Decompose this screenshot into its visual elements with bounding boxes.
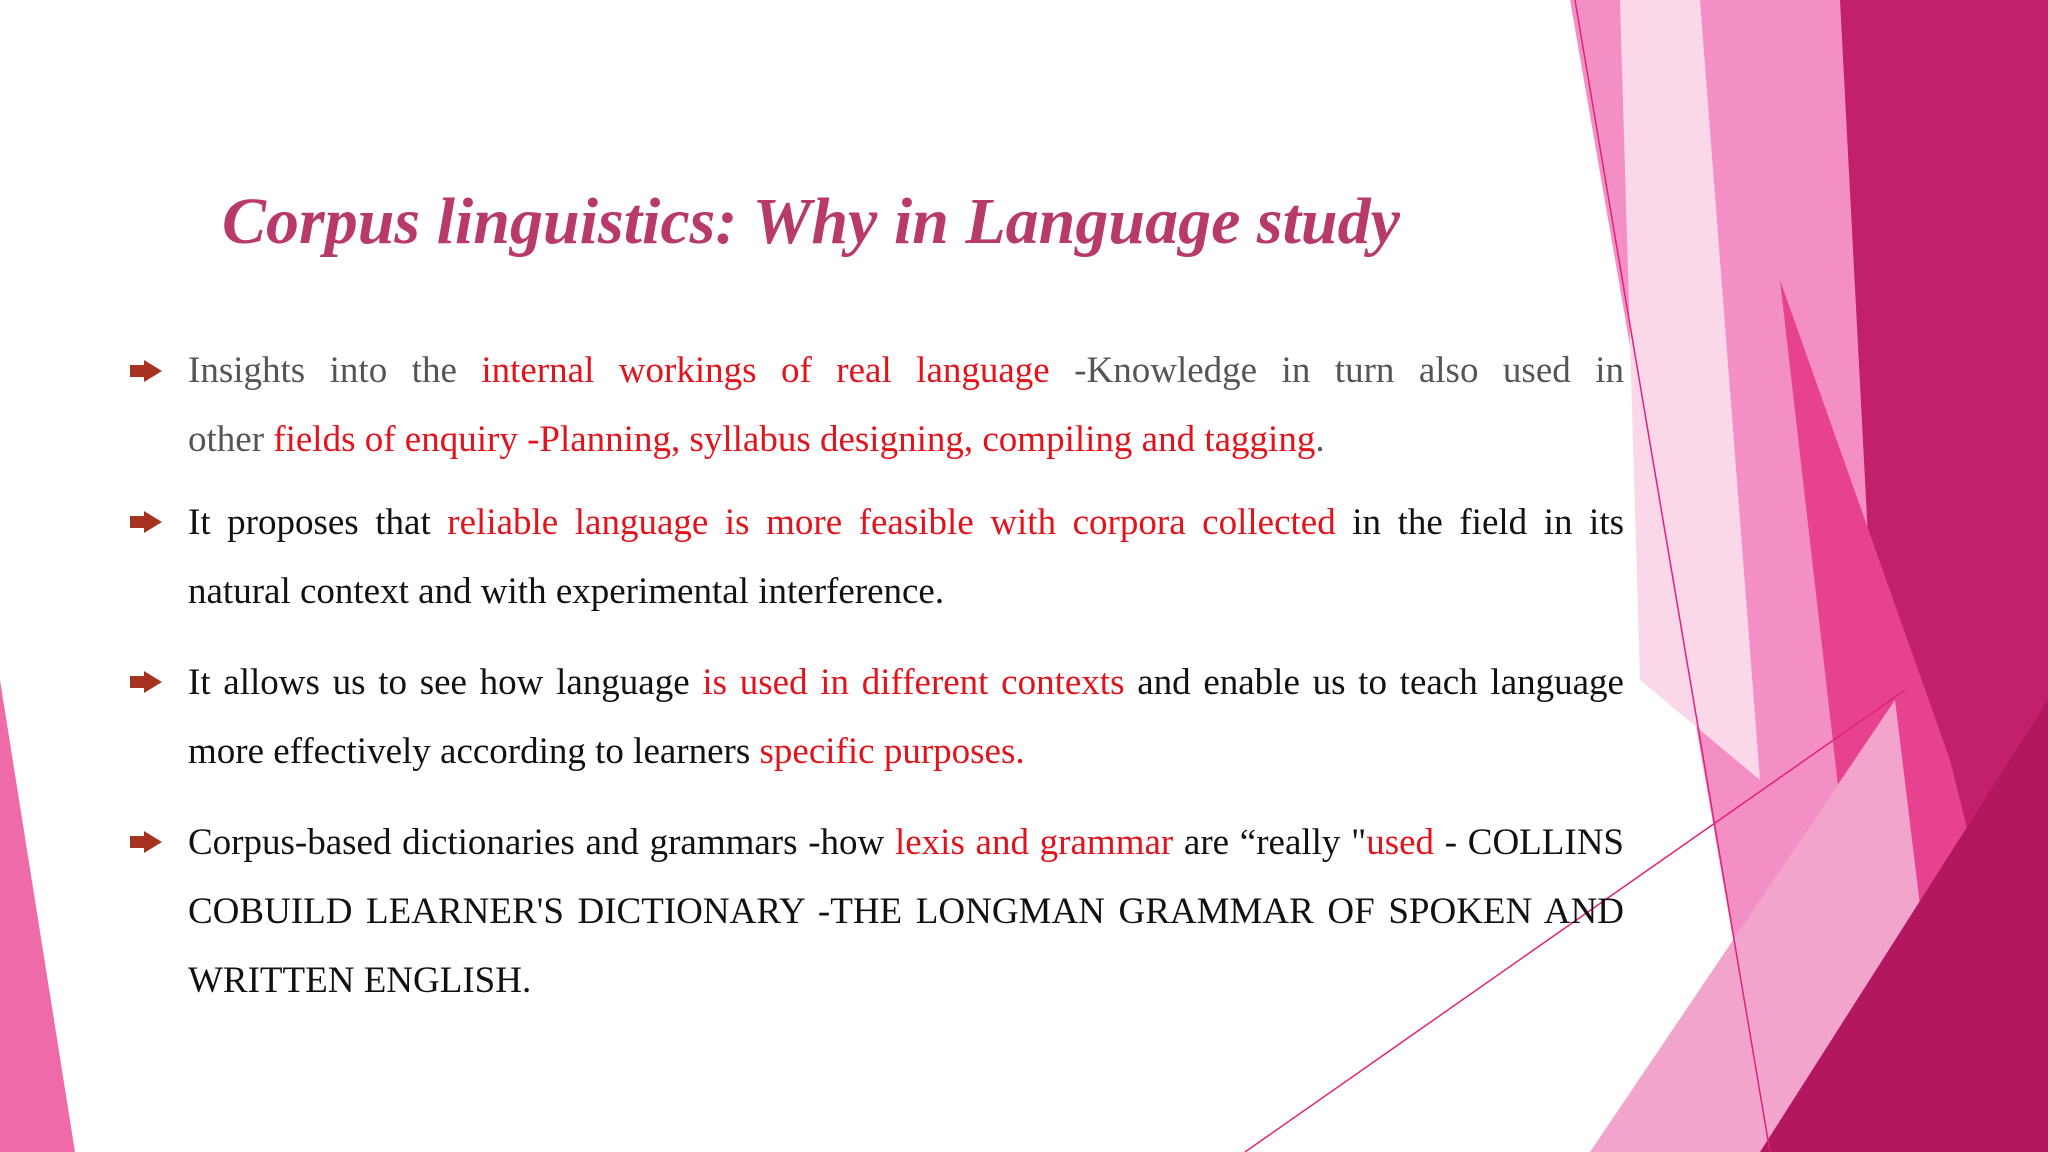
bullet-highlight-segment: is used in different contexts: [702, 662, 1125, 703]
bullet-text-segment: Corpus-based dictionaries and grammars -how: [188, 822, 895, 863]
bullet-item: [188, 336, 1624, 405]
bullet-highlight-segment: reliable language is more feasible with corpora collected: [447, 502, 1336, 543]
bullet-highlight-segment: lexis and grammar: [894, 822, 1174, 863]
arrow-right-bullet-icon: [130, 360, 162, 382]
bullet-text-segment: in the field in its natural context and with experimental interference.: [188, 502, 1624, 612]
arrow-right-bullet-icon: [130, 831, 162, 853]
bullet-item: [188, 488, 1624, 626]
bullet-text-segment: It proposes that: [188, 502, 448, 543]
bullet-highlight-segment: fields of enquiry -Planning, syllabus designing, compiling and tagging: [273, 419, 1316, 460]
arrow-right-bullet-icon: [130, 671, 162, 693]
bullet-text-segment: other: [188, 419, 274, 460]
bullet-highlight-segment: internal workings of real language: [481, 350, 1050, 391]
bullet-text-segment: - COLLINS COBUILD LEARNER'S DICTIONARY -THE LONGMAN GRAMMAR OF SPOKEN AND WRITTEN ENGLISH.: [188, 822, 1624, 1001]
bullet-highlight-segment: used: [1366, 822, 1435, 863]
arrow-right-bullet-icon: [130, 511, 162, 533]
bullet-item-continuation: [188, 405, 1624, 474]
bullet-item: [188, 648, 1624, 786]
bullet-text-segment: .: [1315, 419, 1325, 460]
left-pink-wedge: [0, 680, 75, 1152]
bullet-text-segment: Insights into the: [188, 350, 482, 391]
bullet-text-segment: and enable us to teach language more effectively according to learners: [188, 662, 1624, 772]
bullet-text-segment: are “really ": [1173, 822, 1367, 863]
bullet-text-segment: It allows us to see how language: [188, 662, 703, 703]
slide-title: Corpus linguistics: Why in Language study: [222, 185, 1400, 258]
bullet-text-segment: -Knowledge in turn also used in: [1049, 350, 1624, 391]
bullet-highlight-segment: specific purposes.: [759, 731, 1025, 772]
bullet-item: [188, 808, 1624, 1015]
